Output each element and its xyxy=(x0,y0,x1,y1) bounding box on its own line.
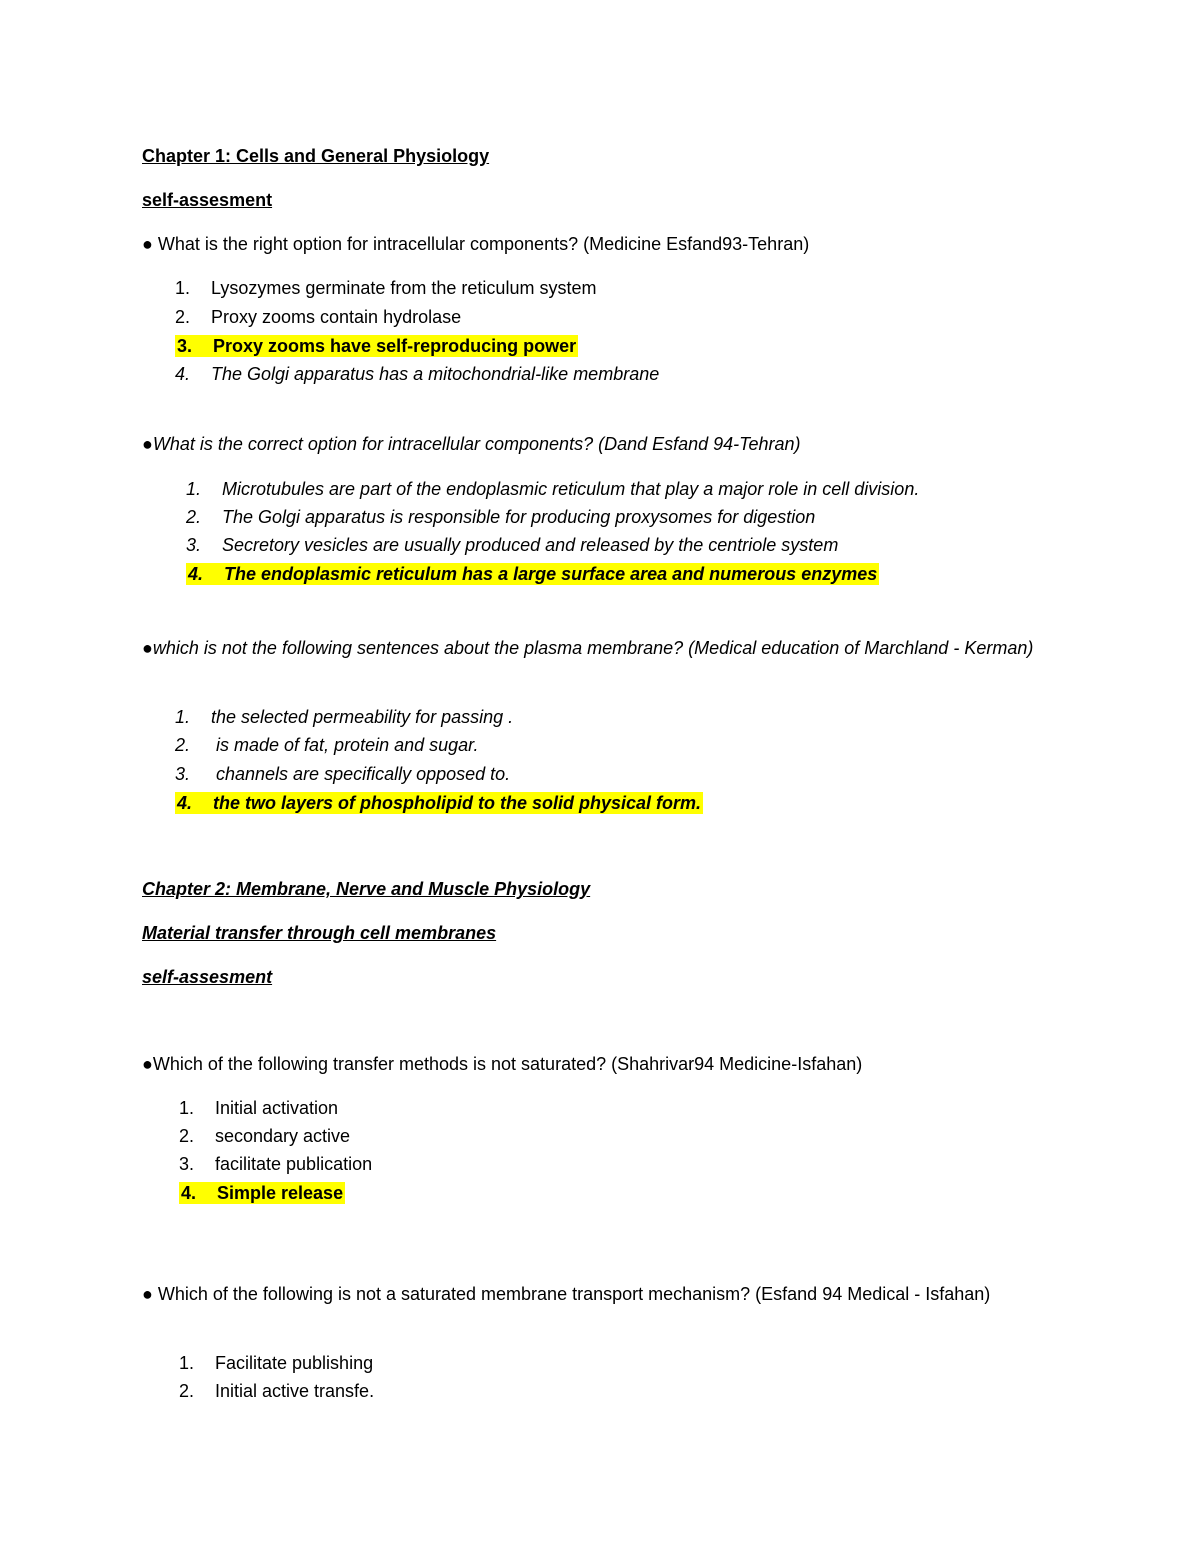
option-number: 2. xyxy=(175,735,191,755)
answer-highlight xyxy=(175,792,703,814)
option-number: 1. xyxy=(179,1353,195,1373)
question-4-text: ●Which of the following transfer methods is not saturated? (Shahrivar94 Medicine-Isfahan) xyxy=(142,1054,863,1074)
option-number: 4. xyxy=(175,364,191,384)
option-text: Facilitate publishing xyxy=(215,1353,374,1373)
option-text: Initial activation xyxy=(215,1098,339,1118)
option-text: the selected permeability for passing . xyxy=(211,707,514,727)
question-1-option-1 xyxy=(175,277,596,299)
option-text: Initial active transfe. xyxy=(215,1381,375,1401)
option-text: secondary active xyxy=(215,1126,351,1146)
question-1-option-3-correct xyxy=(175,335,578,357)
option-number: 2. xyxy=(175,307,191,327)
option-number: 2. xyxy=(186,507,202,527)
option-text: Proxy zooms contain hydrolase xyxy=(211,307,462,327)
question-2-text: ●What is the correct option for intracellular components? (Dand Esfand 94-Tehran) xyxy=(142,434,801,454)
question-2-option-2 xyxy=(186,506,815,528)
question-4-option-1 xyxy=(179,1097,338,1119)
question-3-option-3 xyxy=(175,763,510,785)
question-5-text: ● Which of the following is not a saturated membrane transport mechanism? (Esfand 94 Medical - Isfahan) xyxy=(142,1284,991,1304)
option-text: channels are specifically opposed to. xyxy=(211,764,511,784)
option-text: is made of fat, protein and sugar. xyxy=(211,735,479,755)
option-number: 1. xyxy=(175,707,191,727)
option-number: 2. xyxy=(179,1126,195,1146)
question-2-option-4-correct xyxy=(186,563,879,585)
option-number: 3. xyxy=(179,1154,195,1174)
option-number: 4. xyxy=(181,1183,197,1203)
answer-highlight xyxy=(175,335,578,357)
option-text: facilitate publication xyxy=(215,1154,373,1174)
chapter-2-subtitle: Material transfer through cell membranes xyxy=(142,923,497,943)
option-number: 3. xyxy=(177,336,193,356)
option-text: Lysozymes germinate from the reticulum system xyxy=(211,278,597,298)
question-4-option-2 xyxy=(179,1125,350,1147)
option-number: 3. xyxy=(186,535,202,555)
option-text: Microtubules are part of the endoplasmic reticulum that play a major role in cell division. xyxy=(222,479,920,499)
question-1-option-2 xyxy=(175,306,461,328)
option-text: Proxy zooms have self-reproducing power xyxy=(213,336,577,356)
option-text: The Golgi apparatus is responsible for producing proxysomes for digestion xyxy=(222,507,816,527)
option-number: 1. xyxy=(175,278,191,298)
question-4-option-4-correct xyxy=(179,1182,345,1204)
option-number: 1. xyxy=(179,1098,195,1118)
chapter-2-title: Chapter 2: Membrane, Nerve and Muscle Physiology xyxy=(142,879,591,899)
option-number: 3. xyxy=(175,764,191,784)
option-number: 2. xyxy=(179,1381,195,1401)
option-text: Simple release xyxy=(217,1183,344,1203)
answer-highlight xyxy=(186,563,879,585)
option-text: Secretory vesicles are usually produced and released by the centriole system xyxy=(222,535,839,555)
question-3-option-4-correct xyxy=(175,792,703,814)
option-text: The Golgi apparatus has a mitochondrial-like membrane xyxy=(211,364,660,384)
question-2-option-3 xyxy=(186,534,838,556)
question-3-text: ●which is not the following sentences about the plasma membrane? (Medical education of Marchland - Kerman) xyxy=(142,638,1034,658)
answer-highlight xyxy=(179,1182,345,1204)
question-1-option-4 xyxy=(175,363,659,385)
question-3-option-1 xyxy=(175,706,513,728)
option-text: the two layers of phospholipid to the solid physical form. xyxy=(213,793,702,813)
chapter-2-section-label: self-assesment xyxy=(142,967,273,987)
question-4-option-3 xyxy=(179,1153,372,1175)
question-5-option-1 xyxy=(179,1352,373,1374)
question-3-option-2 xyxy=(175,734,479,756)
chapter-1-title: Chapter 1: Cells and General Physiology xyxy=(142,146,490,166)
option-number: 4. xyxy=(177,793,193,813)
option-number: 4. xyxy=(188,564,204,584)
chapter-1-section-label: self-assesment xyxy=(142,190,273,210)
option-text: The endoplasmic reticulum has a large surface area and numerous enzymes xyxy=(224,564,878,584)
question-2-option-1 xyxy=(186,478,919,500)
question-1-text: ● What is the right option for intracellular components? (Medicine Esfand93-Tehran) xyxy=(142,234,810,254)
option-number: 1. xyxy=(186,479,202,499)
question-5-option-2 xyxy=(179,1380,374,1402)
